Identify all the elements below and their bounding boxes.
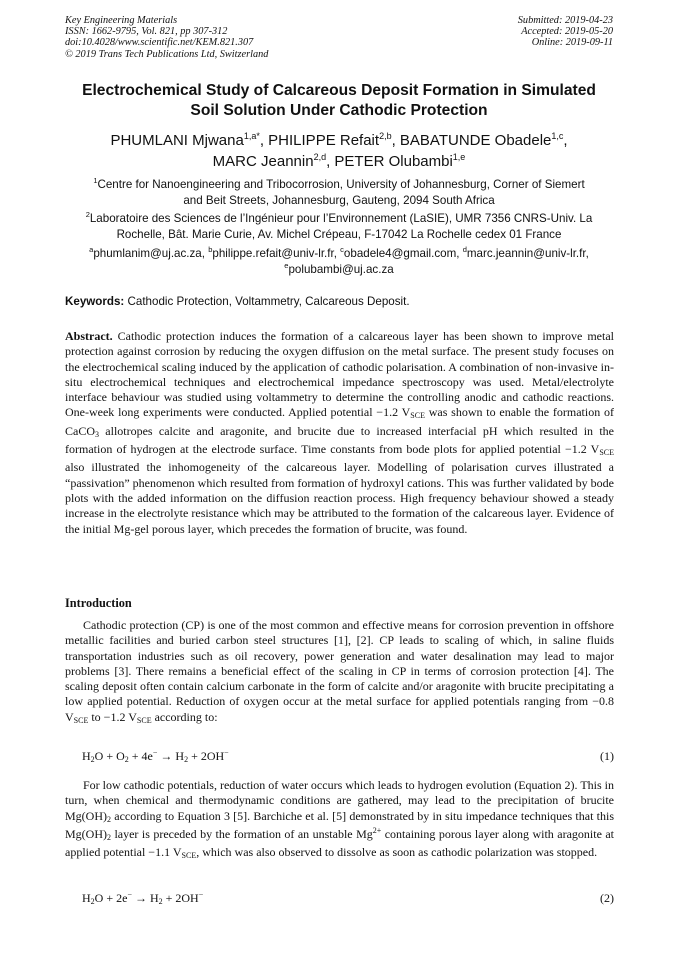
author-affiliation-marker: 2,b xyxy=(379,131,392,141)
doi-line: doi:10.4028/www.scientific.net/KEM.821.307 xyxy=(65,37,254,49)
email-marker: b xyxy=(208,245,213,255)
email-link[interactable]: polubambi@uj.ac.za xyxy=(288,262,394,276)
paper-title xyxy=(60,81,618,121)
author-name: PHILIPPE Refait xyxy=(268,132,380,149)
eq-text: O + 2e xyxy=(94,891,128,905)
eq-text: H xyxy=(82,749,91,763)
abstract-text: also illustrated the inhomogeneity of the calcareous layer. Modelling of polarisation curves illustrated a “passivation” phenomenon which resulted from formation of hydroxyl cations. This was further validated by bode plots with the added information on the diffusion reaction process. High frequency behaviour showed a steady increase in the electrolyte resistance which may be attributed to the formation of the calcareous layer. Evidence of the initial Mg-gel porous layer, which precedes the formation of brucite, was found. xyxy=(65,460,614,536)
subscript: 2 xyxy=(107,814,111,824)
equation-body xyxy=(82,749,229,763)
affiliation-1-line-1 xyxy=(60,177,618,193)
eq-text: + 2OH xyxy=(188,749,225,763)
subscript: 2 xyxy=(90,755,95,764)
affiliation-text: Centre for Nanoengineering and Tribocorrosion, University of Johannesburg, Corner of Siemert xyxy=(97,178,585,191)
author-name: MARC Jeannin xyxy=(212,153,314,170)
accepted-date: Accepted: 2019-05-20 xyxy=(521,26,613,38)
copyright-line: © 2019 Trans Tech Publications Ltd, Switzerland xyxy=(65,48,269,60)
affiliation-marker: 1 xyxy=(93,176,98,186)
eq-text: → H xyxy=(131,891,159,905)
abstract-text: Cathodic protection induces the formation of a calcareous layer has been shown to improve metal protection against corrosion by reducing the oxygen diffusion on the metal surface. The present study focuses on the electrochemical scaling induced by the application of cathodic polarisation. A combination of non-invasive in-situ electrochemical techniques and electrochemical impedance spectroscopy was used. Metal/electrolyte interface behaviour was studied using voltammetry to determine the controlling anodic and cathodic reactions. One-week long experiments were conducted. Applied potential −1.2 V xyxy=(65,329,615,420)
eq-text: + 2OH xyxy=(162,891,199,905)
subscript: SCE xyxy=(136,715,152,725)
subscript: 2 xyxy=(107,832,111,842)
email-link[interactable]: marc.jeannin@univ-lr.fr, xyxy=(466,247,589,260)
emails-line-1 xyxy=(60,246,618,262)
section-heading-introduction: Introduction xyxy=(65,596,132,610)
superscript: − xyxy=(198,890,204,899)
keywords-text: Cathodic Protection, Voltammetry, Calcareous Deposit. xyxy=(127,295,410,308)
author-name: PETER Olubambi xyxy=(334,153,453,170)
journal-header xyxy=(65,15,268,60)
author-affiliation-marker: 2,d xyxy=(313,152,327,162)
author-affiliation-marker: 1,a* xyxy=(243,131,260,141)
title-line-2: Soil Solution Under Cathodic Protection xyxy=(190,102,488,119)
body-text: according to: xyxy=(151,709,218,724)
body-text: Cathodic protection (CP) is one of the most common and effective means for corrosion prevention in offshore metallic facilities and buried carbon steel structures [1], [2]. CP leads to scaling of which, in saline fluids transportation industries such as oil recovery, power generation and water desalination may lead to major problems [3]. There remains a beneficial effect of the scaling in CP in terms of corrosion protection [4]. The scaling deposit often contain calcium carbonate in the form of calcite and/or aragonite with brucite precipitating a low applied potential. Reduction of oxygen occur at the metal surface for applied potentials ranging from −0.8 V xyxy=(65,618,614,724)
affiliation-2 xyxy=(60,211,618,242)
author-emails xyxy=(60,246,618,277)
subscript: 2 xyxy=(158,897,163,906)
keywords-label: Keywords: xyxy=(65,295,125,308)
email-link[interactable]: phumlanim@uj.ac.za, xyxy=(93,247,205,260)
author-affiliation-marker: 1,e xyxy=(452,152,466,162)
subscript: SCE xyxy=(73,715,89,725)
eq-text: H xyxy=(82,891,91,905)
email-link[interactable]: obadele4@gmail.com, xyxy=(343,247,460,260)
emails-line-2 xyxy=(60,262,618,278)
authors-line-1: PHUMLANI Mjwana$^{1,a*}$, PHILIPPE Refait$^{2,b}$, BABATUNDE Obadele$^{1,c}$, xyxy=(110,131,568,149)
email-marker: a xyxy=(89,245,94,255)
abstract-text: was shown to enable the formation of CaCO xyxy=(65,405,614,438)
author-list xyxy=(60,130,618,172)
body-text: according to Equation 3 [5]. Barchiche et al. [5] demonstrated by in situ impedance techniques that this Mg(OH) xyxy=(65,808,614,841)
subscript: 2 xyxy=(90,897,95,906)
author-affiliation-marker: 1,c xyxy=(551,131,564,141)
body-text: layer is preceded by the formation of an unstable Mg xyxy=(111,826,373,841)
email-marker: e xyxy=(284,260,289,270)
author-name: BABATUNDE Obadele xyxy=(399,132,552,149)
eq-text: + 4e xyxy=(128,749,153,763)
dates-header xyxy=(518,15,613,49)
affiliation-1-line-2: and Beit Streets, Johannesburg, Gauteng, 2094 South Africa xyxy=(183,193,495,207)
subscript: 3 xyxy=(95,429,99,439)
affiliation-text: Laboratoire des Sciences de l’Ingénieur pour l’Environnement (LaSIE), UMR 7356 CNRS-Univ. La xyxy=(89,212,593,225)
issn-line: ISSN: 1662-9795, Vol. 821, pp 307-312 xyxy=(65,26,228,38)
equation-number: (2) xyxy=(600,891,614,905)
intro-paragraph-2 xyxy=(65,778,614,863)
superscript: − xyxy=(152,748,158,757)
equation-2 xyxy=(82,891,614,906)
subscript: SCE xyxy=(599,448,614,458)
subscript: SCE xyxy=(181,851,197,861)
email-link[interactable]: philippe.refait@univ-lr.fr, xyxy=(212,247,337,260)
body-text: to −1.2 V xyxy=(88,709,137,724)
affiliation-2-line-1 xyxy=(60,211,618,227)
body-text: containing porous layer along with aragonite at applied potential −1.1 V xyxy=(65,826,615,860)
eq-text: → H xyxy=(157,749,185,763)
authors-line-2: MARC Jeannin$^{2,d}$, PETER Olubambi$^{1,e}$ xyxy=(212,152,466,170)
eq-text: O + O xyxy=(94,749,125,763)
equation-body xyxy=(82,891,203,905)
subscript: SCE xyxy=(410,411,425,421)
submitted-date: Submitted: 2019-04-23 xyxy=(517,15,613,26)
author-name: PHUMLANI Mjwana xyxy=(110,132,244,149)
body-text: , which was also observed to dissolve as soon as cathodic polarization was stopped. xyxy=(196,845,598,860)
keywords xyxy=(65,294,615,309)
online-date: Online: 2019-09-11 xyxy=(531,37,613,49)
abstract-label: Abstract. xyxy=(65,329,113,343)
abstract xyxy=(65,329,614,537)
superscript: − xyxy=(127,890,132,899)
equation-number: (1) xyxy=(600,749,614,763)
affiliation-marker: 2 xyxy=(85,210,90,220)
affiliation-2-line-2: Rochelle, Bât. Marie Curie, Av. Michel Crépeau, F-17042 La Rochelle cedex 01 France xyxy=(116,227,562,241)
journal-name: Key Engineering Materials xyxy=(65,15,178,26)
superscript: 2+ xyxy=(372,825,382,835)
abstract-text: allotropes calcite and aragonite, and brucite due to increased interfacial pH which resulted in the formation of hydrogen at the electrode surface. Time constants from bode plots for applied potential −1.2 V xyxy=(65,423,614,457)
affiliation-1 xyxy=(60,177,618,208)
email-marker: c xyxy=(340,245,344,255)
body-text: For low cathodic potentials, reduction of water occurs which leads to hydrogen evolution (Equation 2). This in turn, when chemical and thermodynamic conditions are gathered, may lead to the precipitation of brucite Mg(OH) xyxy=(65,778,614,823)
subscript: 2 xyxy=(184,755,189,764)
title-line-1: Electrochemical Study of Calcareous Deposit Formation in Simulated xyxy=(82,82,596,99)
subscript: 2 xyxy=(124,755,129,764)
intro-paragraph-1 xyxy=(65,618,614,728)
superscript: − xyxy=(224,748,229,757)
email-marker: d xyxy=(462,245,467,255)
equation-1 xyxy=(82,749,614,764)
